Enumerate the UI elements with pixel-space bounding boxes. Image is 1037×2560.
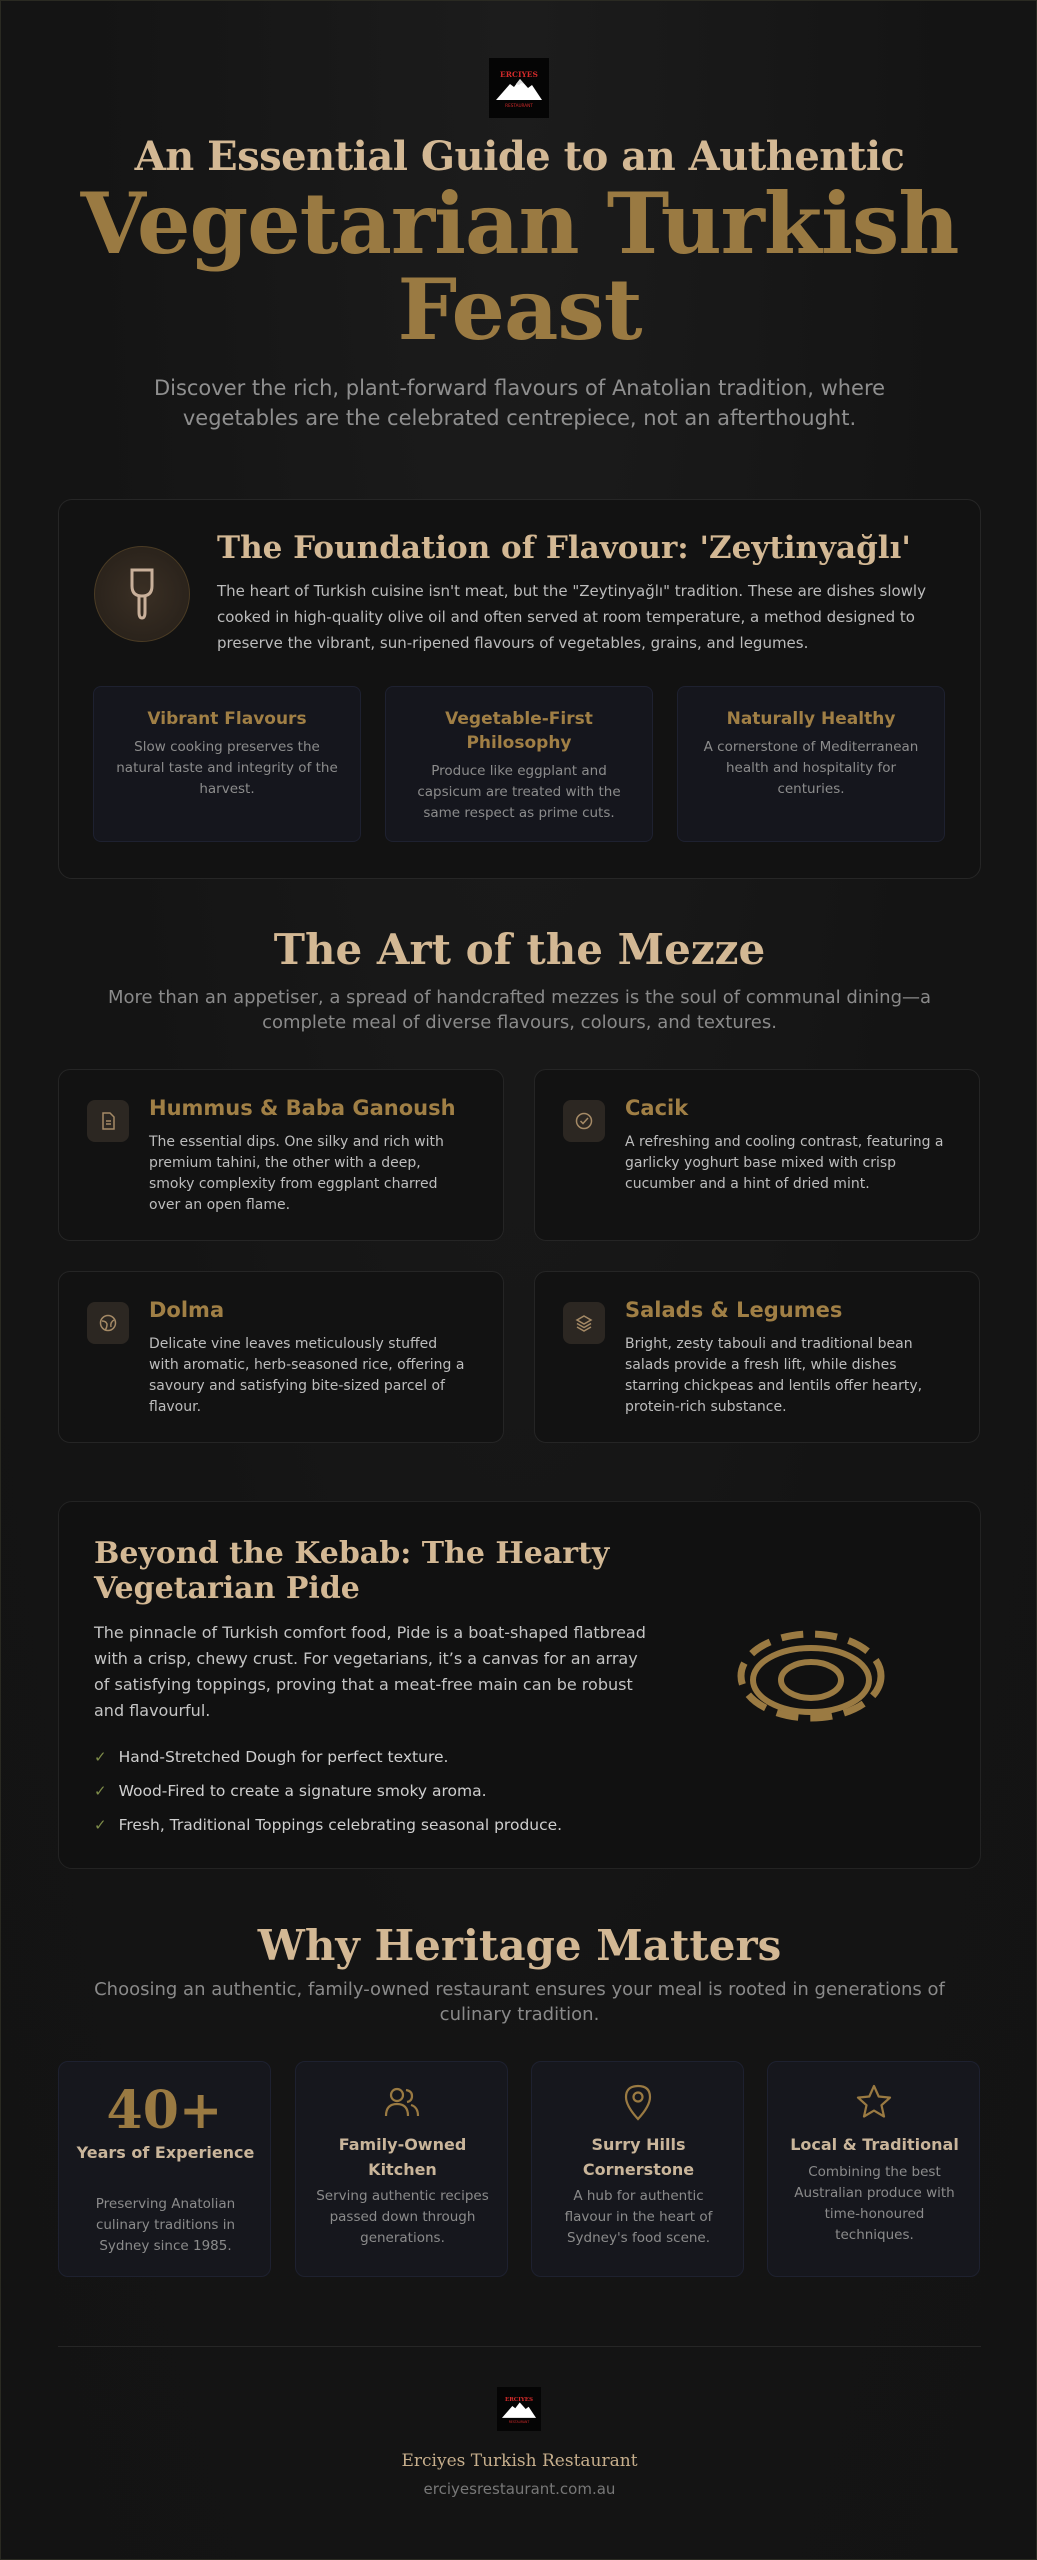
page-title: Vegetarian Turkish Feast	[80, 174, 959, 359]
mezze-card-title: Dolma	[149, 1298, 225, 1322]
pide-title: Beyond the Kebab: The Hearty Vegetarian Pide	[94, 1536, 610, 1606]
check-circle-icon	[563, 1100, 605, 1142]
stat-title: Years of Experience	[76, 2143, 255, 2162]
foundation-text: The heart of Turkish cuisine isn't meat, but the "Zeytinyağlı" tradition. These are dishes slowly cooked in high-quality olive oil and often served at room temperature, a method designed to preserve the vibrant, sun-ripened flavours of vegetables, grains, and legumes.	[217, 582, 926, 652]
check-icon: ✓	[94, 1748, 107, 1766]
foundation-panel	[58, 499, 981, 879]
pide-point	[94, 1740, 562, 1774]
heritage-title: Why Heritage Matters	[257, 1921, 782, 1970]
footer-logo[interactable]	[497, 2387, 541, 2431]
stat-card-family	[295, 2061, 508, 2277]
hero-subtitle: Discover the rich, plant-forward flavours of Anatolian tradition, where vegetables are the celebrated centrepiece, not an afterthought.	[153, 376, 886, 430]
mezze-card-cacik	[534, 1069, 980, 1241]
stat-text: Combining the best Australian produce with time-honoured techniques.	[794, 2164, 955, 2243]
mezze-card-text: A refreshing and cooling contrast, featuring a garlicky yoghurt base mixed with crisp cucumber and a hint of dried mint.	[625, 1134, 944, 1192]
stat-title: Local & Traditional	[790, 2135, 959, 2154]
feature-title: Vibrant Flavours	[147, 709, 307, 729]
pide-bread-icon	[731, 1616, 891, 1740]
footer-divider	[58, 2346, 981, 2347]
pide-points	[94, 1740, 562, 1842]
map-pin-icon	[532, 2082, 743, 2122]
olive-oil-spoon-icon	[94, 546, 190, 642]
feature-title: Vegetable-First Philosophy	[445, 709, 593, 753]
mountain-logo-icon	[492, 68, 546, 108]
star-icon	[768, 2082, 979, 2122]
svg-text:RESTAURANT: RESTAURANT	[505, 103, 533, 108]
check-icon: ✓	[94, 1782, 107, 1800]
feature-card	[677, 686, 945, 842]
leaf-globe-icon	[87, 1302, 129, 1344]
document-icon	[87, 1100, 129, 1142]
mezze-card-hummus	[58, 1069, 504, 1241]
svg-text:ERCIYES: ERCIYES	[504, 2396, 534, 2403]
svg-text:RESTAURANT: RESTAURANT	[508, 2420, 530, 2424]
pide-panel	[58, 1501, 981, 1869]
mezze-title: The Art of the Mezze	[273, 925, 766, 974]
pide-text: The pinnacle of Turkish comfort food, Pide is a boat-shaped flatbread with a crisp, chewy crust. For vegetarians, it’s a canvas for an array of satisfying toppings, proving that a meat-free main can be robust and flavourful.	[94, 1623, 646, 1720]
feature-title: Naturally Healthy	[726, 709, 896, 729]
svg-text:ERCIYES: ERCIYES	[500, 70, 538, 79]
restaurant-logo[interactable]	[489, 58, 549, 118]
feature-text: Slow cooking preserves the natural taste and integrity of the harvest.	[116, 739, 338, 797]
pide-point-text: Hand-Stretched Dough for perfect texture.	[118, 1748, 449, 1766]
check-icon: ✓	[94, 1816, 107, 1834]
mezze-card-title: Salads & Legumes	[625, 1298, 843, 1322]
layers-icon	[563, 1302, 605, 1344]
stat-text: Preserving Anatolian culinary traditions in Sydney since 1985.	[95, 2196, 236, 2254]
stat-text: Serving authentic recipes passed down through generations.	[316, 2188, 489, 2246]
mezze-card-title: Hummus & Baba Ganoush	[149, 1096, 456, 1120]
pide-point-text: Fresh, Traditional Toppings celebrating seasonal produce.	[118, 1816, 563, 1834]
feature-text: A cornerstone of Mediterranean health and hospitality for centuries.	[703, 739, 919, 797]
feature-card	[385, 686, 653, 842]
mezze-card-text: Delicate vine leaves meticulously stuffed with aromatic, herb-seasoned rice, offering a savoury and satisfying bite-sized parcel of flavour.	[149, 1336, 465, 1415]
heritage-subtitle: Choosing an authentic, family-owned restaurant ensures your meal is rooted in generations of culinary tradition.	[94, 1979, 945, 2025]
mezze-subtitle: More than an appetiser, a spread of handcrafted mezzes is the soul of communal dining—a complete meal of diverse flavours, colours, and textures.	[107, 987, 932, 1033]
foundation-title: The Foundation of Flavour: 'Zeytinyağlı'	[217, 530, 911, 566]
pide-point	[94, 1774, 562, 1808]
footer-website-link[interactable]: erciyesrestaurant.com.au	[423, 2480, 616, 2498]
feature-text: Produce like eggplant and capsicum are treated with the same respect as prime cuts.	[417, 763, 621, 821]
stat-title: Surry Hills Cornerstone	[582, 2135, 695, 2179]
years-number: 40+	[106, 2080, 223, 2141]
stat-text: A hub for authentic flavour in the heart of Sydney's food scene.	[564, 2188, 713, 2246]
mezze-card-salads	[534, 1271, 980, 1443]
mezze-card-text: The essential dips. One silky and rich with premium tahini, the other with a deep, smoky complexity from eggplant charred over an open flame.	[149, 1134, 444, 1213]
pide-point	[94, 1808, 562, 1842]
pide-point-text: Wood-Fired to create a signature smoky aroma.	[118, 1782, 487, 1800]
stat-card-surry-hills	[531, 2061, 744, 2277]
mezze-card-text: Bright, zesty tabouli and traditional bean salads provide a fresh lift, while dishes starring chickpeas and lentils offer hearty, protein-rich substance.	[625, 1336, 923, 1415]
stat-title: Family-Owned Kitchen	[338, 2135, 467, 2179]
mezze-card-title: Cacik	[625, 1096, 689, 1120]
stat-card-years	[58, 2061, 271, 2277]
stat-card-local	[767, 2061, 980, 2277]
title-line-1: An Essential Guide to an Authentic	[134, 133, 905, 180]
feature-card	[93, 686, 361, 842]
users-icon	[296, 2082, 507, 2122]
mezze-card-dolma	[58, 1271, 504, 1443]
footer-restaurant-name: Erciyes Turkish Restaurant	[401, 2451, 638, 2471]
mountain-logo-icon	[499, 2394, 539, 2424]
